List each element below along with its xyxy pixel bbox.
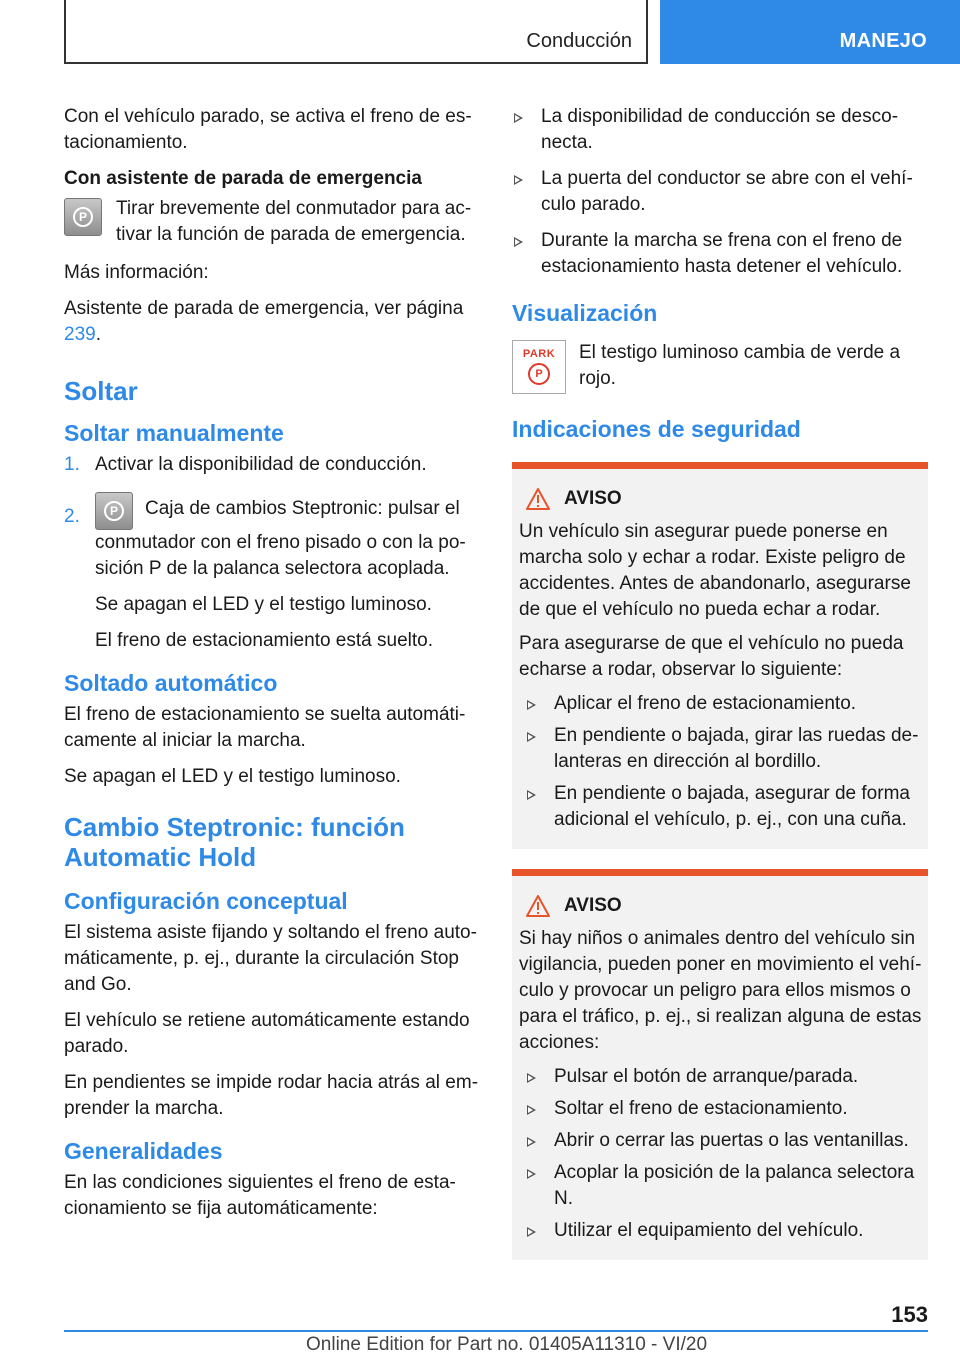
step-subnote: El freno de estacionamiento está suelto. — [95, 630, 433, 651]
config-paragraph-1: El sistema asiste fijando y soltando el freno automáticamente, p. ej., durante la circulación Stop and Go. — [64, 922, 477, 995]
park-label: PARK — [522, 348, 556, 360]
auto-paragraph-2: Se apagan el LED y el testigo luminoso. — [64, 766, 401, 787]
page-link[interactable]: 239 — [64, 324, 96, 345]
warning-item: En pendiente o bajada, asegurar de forma adicional el vehículo, p. ej., con una cuña. — [525, 781, 922, 833]
warning-box — [512, 462, 928, 849]
park-letter: P — [528, 363, 550, 385]
config-heading: Configuración conceptual — [64, 888, 348, 914]
footer-edition: Online Edition for Part no. 01405A11310 - VI/20 — [306, 1334, 708, 1355]
reference-end: . — [95, 324, 101, 345]
warning-triangle-icon — [525, 487, 551, 511]
step-number: 1. — [64, 454, 80, 475]
header-section-title: Conducción — [526, 30, 632, 52]
warning-title: AVISO — [564, 488, 622, 509]
step-item — [64, 492, 482, 654]
condition-item: La disponibilidad de conducción se desconecta. — [512, 104, 928, 156]
warning-title-row — [519, 487, 922, 511]
header-chapter-label: MANEJO — [839, 30, 927, 52]
emergency-text: Tirar brevemente del conmutador para activar la función de parada de emergencia. — [116, 198, 472, 245]
parking-brake-switch-icon: P — [95, 492, 133, 530]
safety-heading: Indicaciones de seguridad — [512, 416, 801, 442]
footer-divider — [64, 1330, 928, 1332]
warning-item: Utilizar el equipamiento del vehículo. — [525, 1218, 922, 1244]
more-info-label: Más información: — [64, 262, 209, 283]
parking-brake-switch-icon: P — [64, 198, 102, 236]
step-number: 2. — [64, 506, 80, 527]
header-section-box — [64, 0, 648, 64]
page-number: 153 — [891, 1302, 928, 1327]
intro-paragraph: Con el vehículo parado, se activa el freno de estacionamiento. — [64, 106, 472, 153]
condition-item: La puerta del conductor se abre con el vehículo parado. — [512, 166, 928, 218]
warning-item: Abrir o cerrar las puertas o las ventanillas. — [525, 1128, 922, 1154]
step-text: Caja de cambios Steptronic: pulsar el conmutador con el freno pisado o con la posición P de la palanca selectora acoplada. — [95, 498, 466, 579]
park-warning-light-icon — [512, 340, 566, 394]
warning-title-row — [519, 894, 922, 918]
general-heading: Generalidades — [64, 1138, 223, 1164]
warning-list — [525, 691, 922, 833]
auto-paragraph-1: El freno de estacionamiento se suelta automáticamente al iniciar la marcha. — [64, 704, 466, 751]
condition-item: Durante la marcha se frena con el freno de estacionamiento hasta detener el vehículo. — [512, 228, 928, 280]
warning-title: AVISO — [564, 895, 622, 916]
warning-item: Acoplar la posición de la palanca selectora N. — [525, 1160, 922, 1212]
warning-triangle-icon — [525, 894, 551, 918]
auto-release-heading: Soltado automático — [64, 670, 278, 696]
warning-item: Aplicar el freno de estacionamiento. — [525, 691, 922, 717]
right-column — [512, 104, 928, 1272]
header-chapter-tab[interactable] — [660, 0, 960, 64]
step-item — [64, 452, 482, 478]
warning-item: En pendiente o bajada, girar las ruedas delanteras en dirección al bordillo. — [525, 723, 922, 775]
release-steps — [64, 452, 482, 654]
warning-paragraph: Si hay niños o animales dentro del vehículo sin vigilancia, pueden poner en movimiento el vehículo y provocar un peligro para ellos mismos o para el tráfico, p. ej., si realizan alguna de estas acciones: — [519, 928, 922, 1053]
emergency-heading: Con asistente de parada de emergencia — [64, 168, 422, 189]
step-subnote: Se apagan el LED y el testigo luminoso. — [95, 594, 432, 615]
left-column — [64, 104, 482, 1232]
reference-paragraph — [64, 296, 482, 348]
soltar-heading: Soltar — [64, 376, 138, 406]
general-paragraph: En las condiciones siguientes el freno de estacionamiento se fija automáticamente: — [64, 1172, 456, 1219]
warning-paragraph: Un vehículo sin asegurar puede ponerse en marcha solo y echar a rodar. Existe peligro de accidentes. Antes de abandonarlo, asegurarse de que el vehículo no pueda echar a rodar. — [519, 521, 911, 620]
conditions-list — [512, 104, 928, 280]
reference-text: Asistente de parada de emergencia, ver página — [64, 298, 464, 319]
visualization-text: El testigo luminoso cambia de verde a rojo. — [579, 342, 901, 389]
warning-item: Pulsar el botón de arranque/parada. — [525, 1064, 922, 1090]
emergency-row — [64, 196, 482, 248]
warning-list — [525, 1064, 922, 1244]
warning-paragraph: Para asegurarse de que el vehículo no pueda echarse a rodar, observar lo siguiente: — [519, 633, 904, 680]
config-paragraph-3: En pendientes se impide rodar hacia atrás al emprender la marcha. — [64, 1072, 479, 1119]
park-indicator-row — [512, 340, 928, 394]
manual-release-heading: Soltar manualmente — [64, 420, 284, 446]
visualization-heading: Visualización — [512, 300, 658, 326]
step-text: Activar la disponibilidad de conducción. — [95, 454, 427, 475]
warning-box — [512, 869, 928, 1260]
warning-item: Soltar el freno de estacionamiento. — [525, 1096, 922, 1122]
steptronic-heading: Cambio Steptronic: función Automatic Hold — [64, 812, 405, 872]
config-paragraph-2: El vehículo se retiene automáticamente estando parado. — [64, 1010, 470, 1057]
